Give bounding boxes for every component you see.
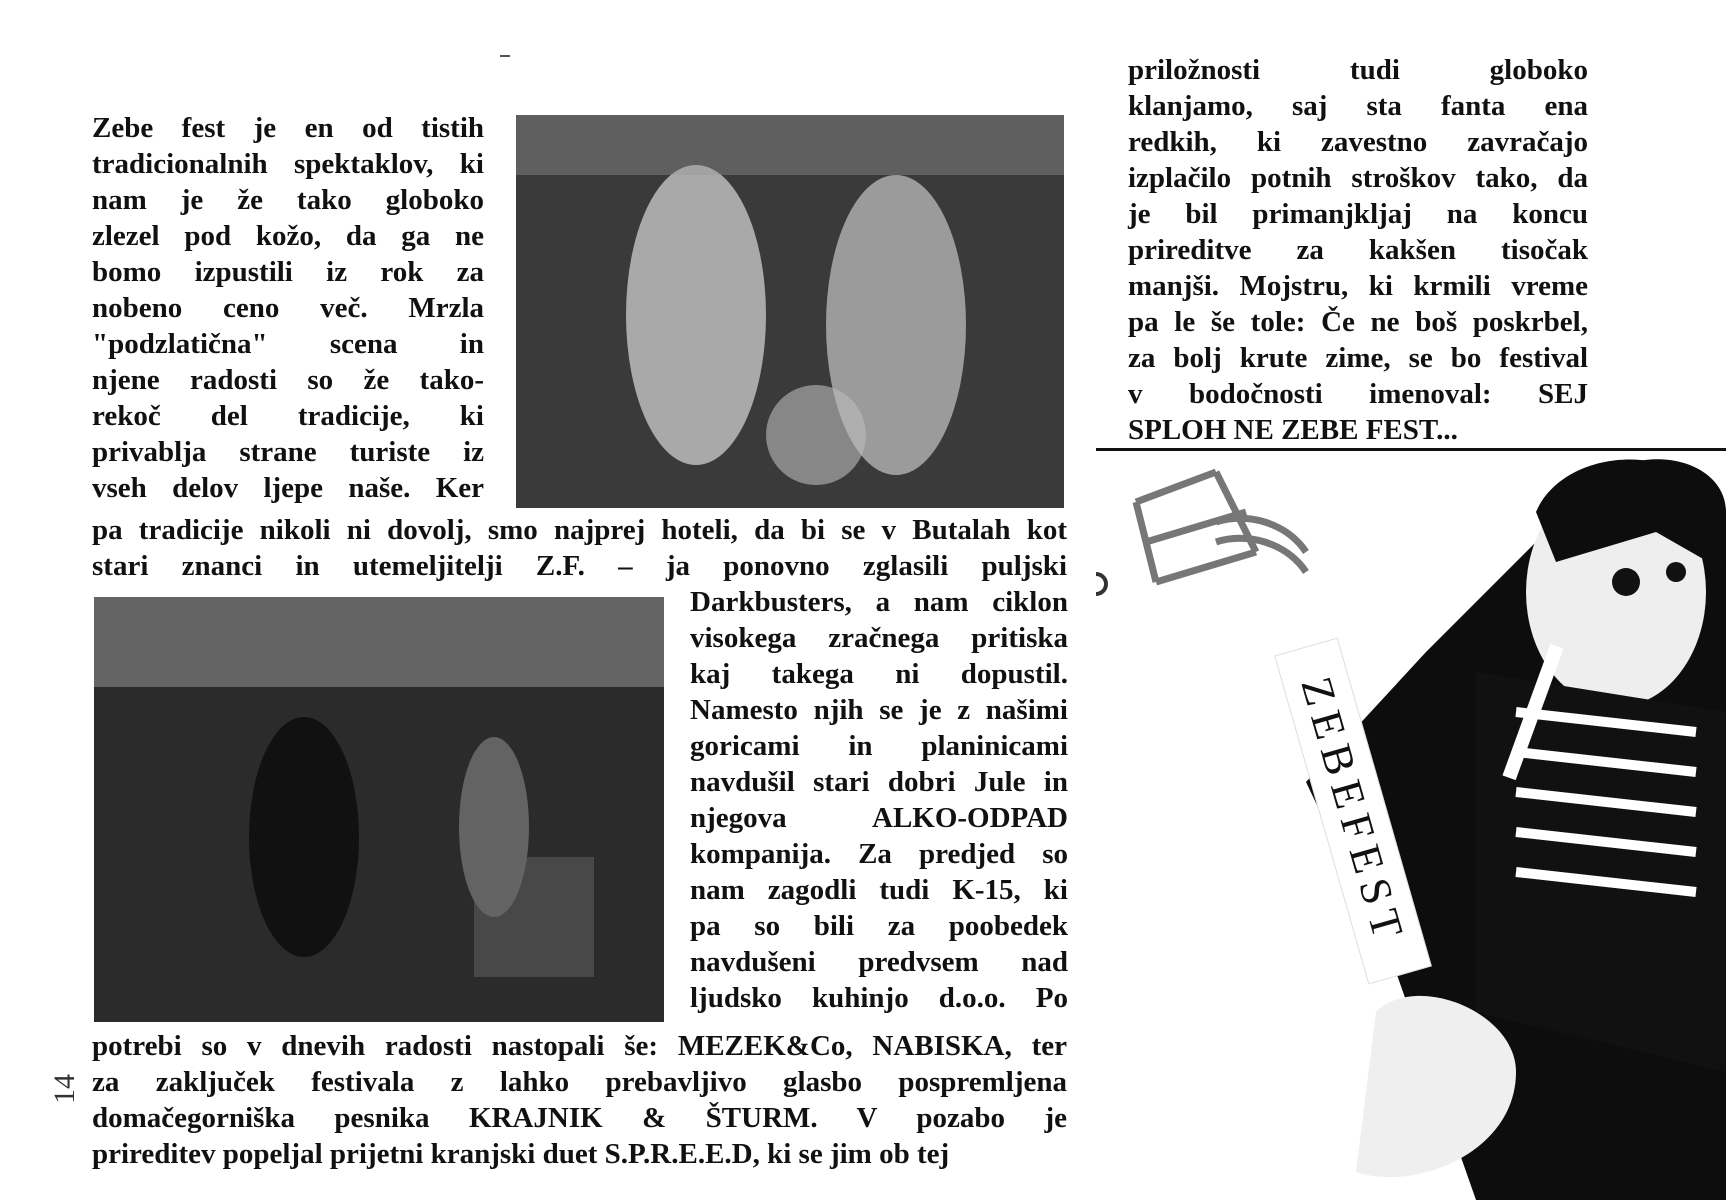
band-photo-bottom — [94, 597, 664, 1022]
text-line: njene radosti so že tako- — [92, 364, 484, 396]
text-line: rekoč del tradicije, ki — [92, 400, 484, 432]
article-column-right — [1128, 52, 1588, 448]
text-line: za bolj krute zime, se bo festival — [1128, 342, 1588, 374]
band-photo-top — [516, 115, 1064, 508]
section-rule — [1096, 448, 1726, 451]
text-line: bomo izpustili iz rok za — [92, 256, 484, 288]
accordion-player-poster — [1096, 452, 1726, 1200]
article-full-width-1 — [92, 512, 1067, 584]
text-line: nam zagodli tudi K-15, ki — [690, 874, 1068, 906]
text-line: prireditev popeljal prijetni kranjski duet S.P.R.E.E.D, ki se jim ob tej — [92, 1138, 950, 1170]
text-line: stari znanci in utemeljitelji Z.F. – ja ponovno zglasili puljski — [92, 550, 1067, 582]
text-line: je bil primanjkljaj na koncu — [1128, 198, 1588, 230]
text-line: goricami in planinicami — [690, 730, 1068, 762]
zebefest-label-text: ZEBEFEST — [1291, 671, 1415, 951]
stray-mark — [500, 55, 510, 57]
text-line: SPLOH NE ZEBE FEST... — [1128, 414, 1458, 446]
text-line: potrebi so v dnevih radosti nastopali še: MEZEK&Co, NABISKA, ter — [92, 1030, 1067, 1062]
text-line: "podzlatična" scena in — [92, 328, 484, 360]
text-line: ljudsko kuhinjo d.o.o. Po — [690, 982, 1068, 1014]
text-line: priložnosti tudi globoko — [1128, 54, 1588, 86]
text-line: v bodočnosti imenoval: SEJ — [1128, 378, 1588, 410]
text-line: nam je že tako globoko — [92, 184, 484, 216]
article-column-right-mid — [690, 584, 1068, 1016]
text-line: pa so bili za poobedek — [690, 910, 1068, 942]
text-line: kompanija. Za predjed so — [690, 838, 1068, 870]
text-line: vseh delov ljepe naše. Ker — [92, 472, 484, 504]
page-number: 14 — [48, 1074, 81, 1104]
text-line: manjši. Mojstru, ki krmili vreme — [1128, 270, 1588, 302]
text-line: pa le še tole: Če ne boš poskrbel, — [1128, 306, 1588, 338]
article-column-left-top — [92, 110, 484, 506]
text-line: prireditve za kakšen tisočak — [1128, 234, 1588, 266]
band-photo-bottom-image — [94, 597, 664, 1022]
text-line: nobeno ceno več. Mrzla — [92, 292, 484, 324]
text-line: redkih, ki zavestno zavračajo — [1128, 126, 1588, 158]
text-line: klanjamo, saj sta fanta ena — [1128, 90, 1588, 122]
text-line: tradicionalnih spektaklov, ki — [92, 148, 484, 180]
text-line: Namesto njih se je z našimi — [690, 694, 1068, 726]
text-line: privablja strane turiste iz — [92, 436, 484, 468]
text-line: kaj takega ni dopustil. — [690, 658, 1068, 690]
text-line: za zaključek festivala z lahko prebavljivo glasbo pospremljena — [92, 1066, 1067, 1098]
accordion-player-illustration — [1096, 452, 1726, 1200]
text-line: zlezel pod kožo, da ga ne — [92, 220, 484, 252]
text-line: pa tradicije nikoli ni dovolj, smo najprej hoteli, da bi se v Butalah kot — [92, 514, 1067, 546]
article-full-width-2 — [92, 1028, 1067, 1172]
text-line: njegova ALKO-ODPAD — [690, 802, 1068, 834]
text-line: Darkbusters, a nam ciklon — [690, 586, 1068, 618]
text-line: domačegorniška pesnika KRAJNIK & ŠTURM. V pozabo je — [92, 1102, 1067, 1134]
text-line: navdušil stari dobri Jule in — [690, 766, 1068, 798]
text-line: izplačilo potnih stroškov tako, da — [1128, 162, 1588, 194]
text-line: Zebe fest je en od tistih — [92, 112, 484, 144]
text-line: visokega zračnega pritiska — [690, 622, 1068, 654]
band-photo-top-image — [516, 115, 1064, 508]
text-line: navdušeni predvsem nad — [690, 946, 1068, 978]
